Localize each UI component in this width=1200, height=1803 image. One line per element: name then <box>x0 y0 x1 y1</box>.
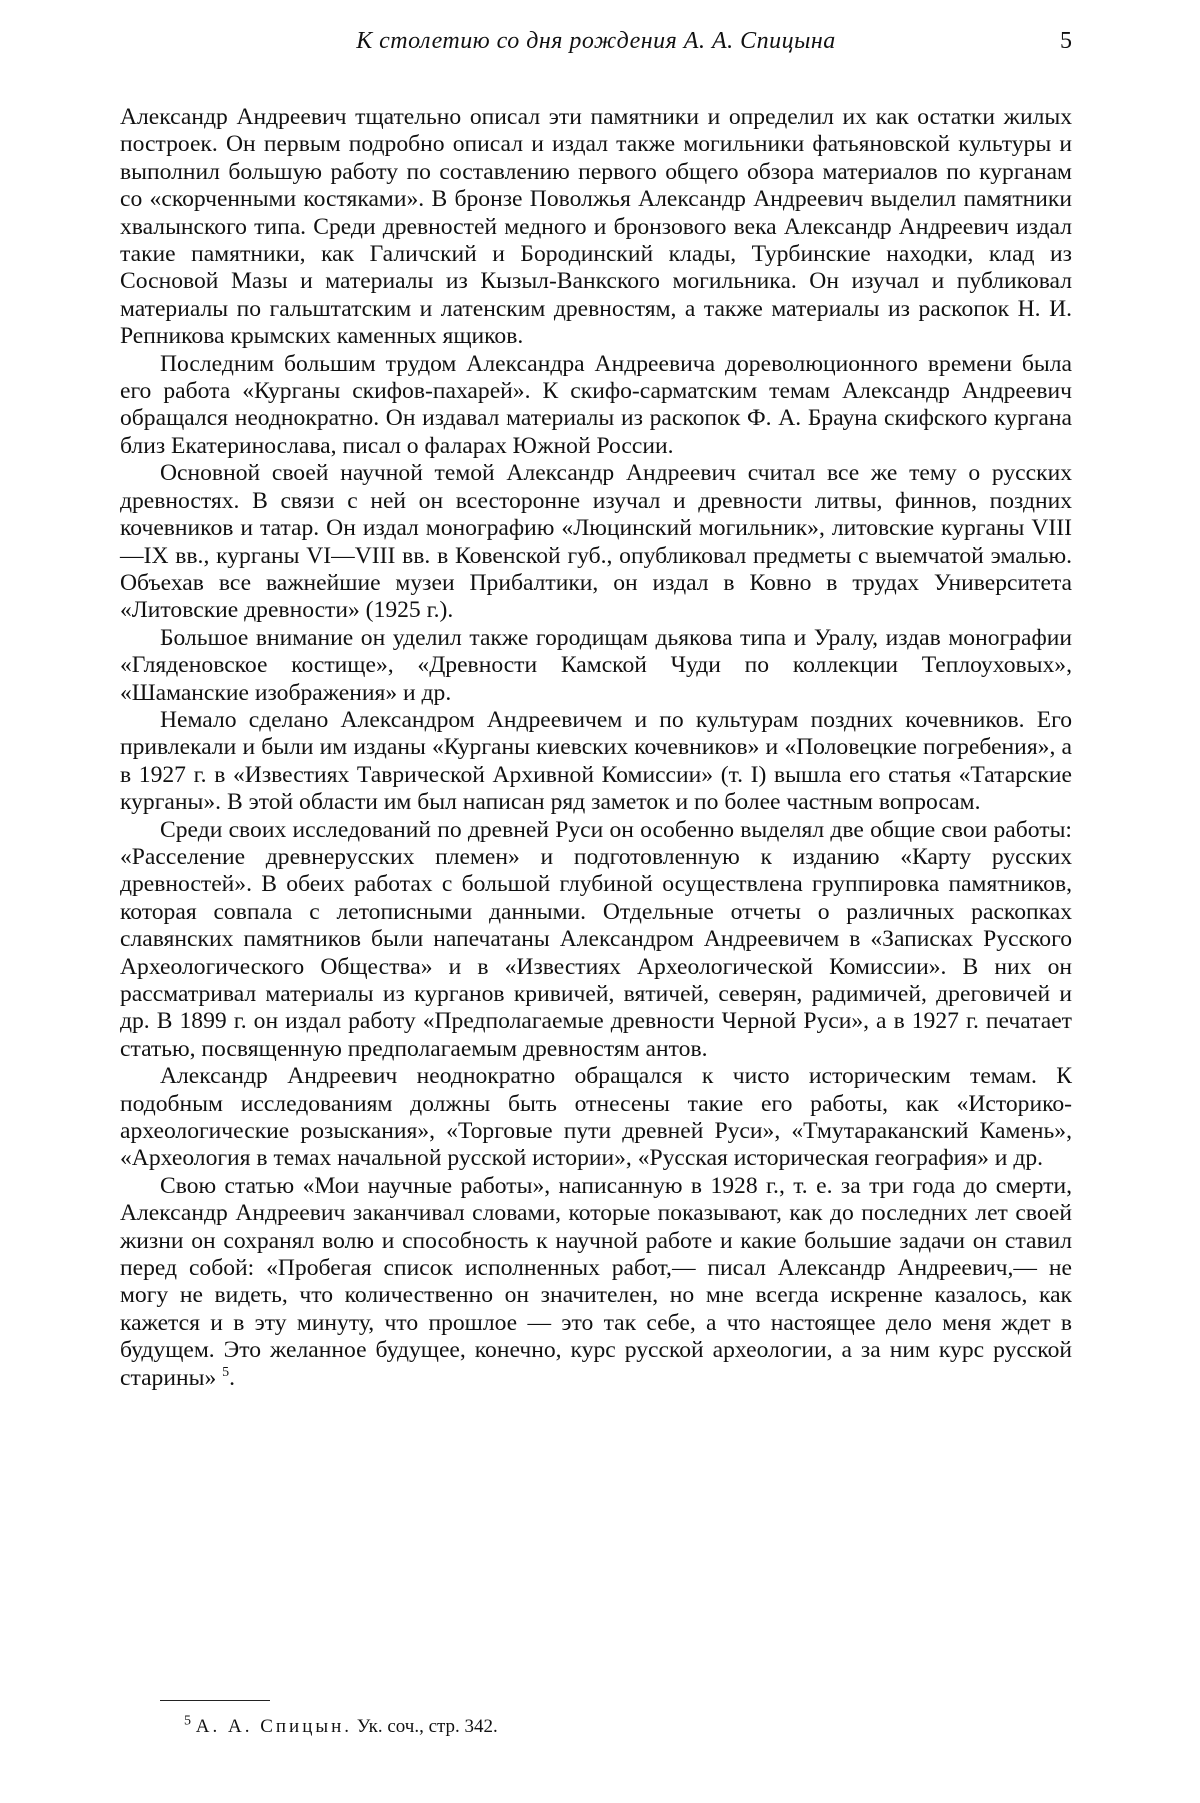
paragraph-6: Среди своих исследований по древней Руси он особенно выделял две общие свои работы: «Расселение древнерусских племен» и подготовленную к изданию «Карту русских древностей». В обеих работах с большой глубиной осуществлена группировка памятников, которая совпала с летописными данными. Отдельные отчеты о различных раскопках славянских памятников были напечатаны Александром Андреевичем в «Записках Русского Археологического Общества» и в «Известиях Археологической Комиссии». В них он рассматривал материалы из курганов кривичей, вятичей, северян, радимичей, дреговичей и др. В 1899 г. он издал работу «Предполагаемые древности Черной Руси», а в 1927 г. печатает статью, посвященную предполагаемым древностям антов. <box>120 816 1072 1062</box>
running-title: К столетию со дня рождения А. А. Спицына <box>356 28 836 54</box>
paragraph-4: Большое внимание он уделил также городищам дьякова типа и Уралу, издав монографии «Гляденовское костище», «Древности Камской Чуди по коллекции Теплоуховых», «Шаманские изображения» и др. <box>120 624 1072 706</box>
running-head <box>120 28 1072 68</box>
footnote <box>184 1715 1072 1739</box>
footnote-area <box>120 1700 1072 1739</box>
footnote-author: А. А. Спицын. <box>195 1716 353 1737</box>
paragraph-7: Александр Андреевич неоднократно обращался к чисто историческим темам. К подобным исследованиям должны быть отнесены такие его работы, как «Историко-археологические розыскания», «Торговые пути древней Руси», «Тмутараканский Камень», «Археология в темах начальной русской истории», «Русская историческая география» и др. <box>120 1063 1072 1172</box>
footnote-text: Ук. соч., стр. 342. <box>356 1716 498 1737</box>
footnote-reference: 5 <box>222 1364 230 1380</box>
page-number: 5 <box>1060 28 1072 54</box>
paragraph-5: Немало сделано Александром Андреевичем и по культурам поздних кочевников. Его привлекали и были им изданы «Курганы киевских кочевников» и «Половецкие погребения», а в 1927 г. в «Известиях Таврической Архивной Комиссии» (т. I) вышла его статья «Татарские курганы». В этой области им был написан ряд заметок и по более частным вопросам. <box>120 706 1072 816</box>
paragraph-2: Последним большим трудом Александра Андреевича дореволюционного времени была его работа «Курганы скифов-пахарей». К скифо-сарматским темам Александр Андреевич обращался неоднократно. Он издавал материалы из раскопок Ф. А. Брауна скифского кургана близ Екатеринослава, писал о фаларах Южной России. <box>120 350 1072 459</box>
paragraph-8: Свою статью «Мои научные работы», написанную в 1928 г., т. е. за три года до смерти, Александр Андреевич заканчивал словами, которые показывают, как до последних лет своей жизни он сохранял волю и способность к научной работе и какие большие задачи он ставил перед собой: «Пробегая список исполненных работ,— писал Александр Андреевич,— не могу не видеть, что количественно он значителен, но мне всегда искренне казалось, как кажется и в эту минуту, что прошлое — это так себе, а что настоящее дело меня ждет в будущем. Это желанное будущее, конечно, курс русской археологии, а за ним курс русской старины» $^5$. <box>120 1172 1072 1391</box>
paragraph-1: Александр Андреевич тщательно описал эти памятники и определил их как остатки жилых построек. Он первым подробно описал и издал также могильники фатьяновской культуры и выполнил большую работу по составлению первого общего обзора материалов по курганам со «скорченными костяками». В бронзе Поволжья Александр Андреевич выделил памятники хвалынского типа. Среди древностей медного и бронзового века Александр Андреевич издал такие памятники, как Галичский и Бородинский клады, Турбинские находки, клад из Сосновой Мазы и материалы из Кызыл-Ванкского могильника. Он изучал и публиковал материалы по гальштатским и латенским древностям, а также материалы из раскопок Н. И. Репникова крымских каменных ящиков. <box>120 104 1072 350</box>
body-text <box>120 104 1072 1392</box>
footnote-marker: 5 <box>184 1713 191 1729</box>
footnote-rule <box>160 1700 270 1701</box>
paragraph-8-text: Свою статью «Мои научные работы», написанную в 1928 г., т. е. за три года до смерти, Александр Андреевич заканчивал словами, которые показывают, как до последних лет своей жизни он сохранял волю и способность к научной работе и какие большие задачи он ставил перед собой: «Пробегая список исполненных работ,— писал Александр Андреевич,— не могу не видеть, что количественно он значителен, но мне всегда искренне казалось, как кажется и в эту минуту, что прошлое — это так себе, а что настоящее дело меня ждет в будущем. Это желанное будущее, конечно, курс русской археологии, а за ним курс русской старины» <box>120 1172 1072 1391</box>
paragraph-3: Основной своей научной темой Александр Андреевич считал все же тему о русских древностях. В связи с ней он всесторонне изучал и древности литвы, финнов, поздних кочевников и татар. Он издал монографию «Люцинский могильник», литовские курганы VIII—IX вв., курганы VI—VIII вв. в Ковенской губ., опубликовал предметы с выемчатой эмалью. Объехав все важнейшие музеи Прибалтики, он издал в Ковно в трудах Университета «Литовские древности» (1925 г.). <box>120 460 1072 624</box>
